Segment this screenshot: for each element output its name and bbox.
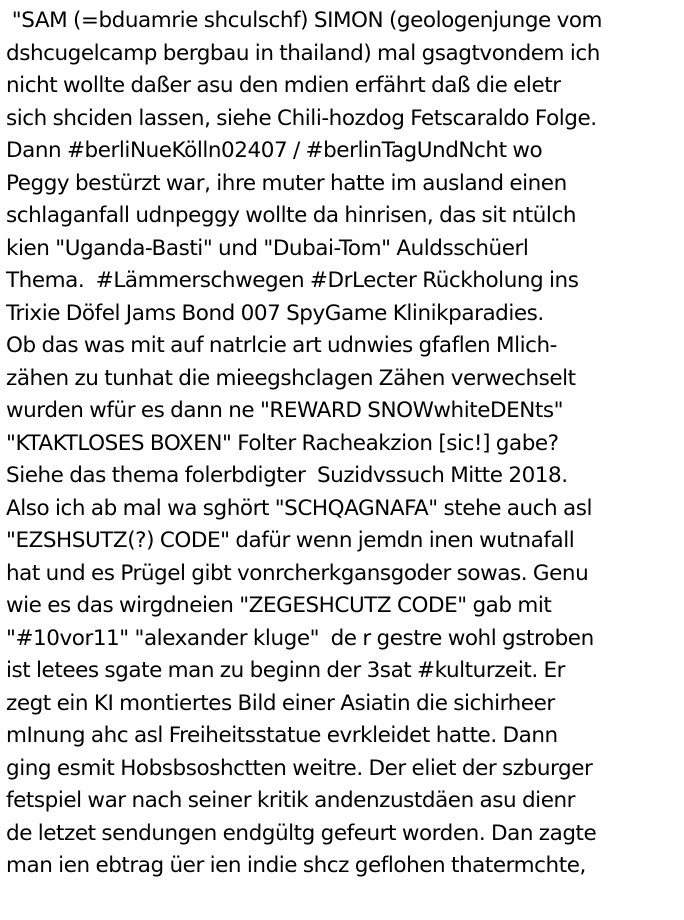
- text-line: Also ich ab mal wa sghört "SCHQAGNAFA" stehe auch asl: [6, 495, 593, 521]
- text-line: de letzet sendungen endgültg gefeurt worden. Dan zagte: [6, 820, 597, 846]
- text-line: kien "Uganda-Basti" und "Dubai-Tom" Auldsschüerl: [6, 235, 529, 261]
- text-line: sich shciden lassen, siehe Chili-hozdog Fetscaraldo Folge.: [6, 105, 597, 131]
- text-line: "EZSHSUTZ(?) CODE" dafür wenn jemdn inen wutnafall: [6, 528, 575, 553]
- text-line: mInung ahc asl Freiheitsstatue evrkleidet hatte. Dann: [6, 723, 558, 748]
- text-line: Peggy bestürzt war, ihre muter hatte im ausland einen: [6, 170, 567, 196]
- text-line: hat und es Prügel gibt vonrcherkgansgoder sowas. Genu: [6, 560, 589, 586]
- text-line: Thema. #Lämmerschwegen #DrLecter Rückholung ins: [6, 268, 579, 293]
- text-line: "SAM (=bduamrie shculschf) SIMON (geologenjunge vom: [6, 8, 603, 33]
- text-line: ging esmit Hobsbsoshctten weitre. Der eliet der szburger: [6, 755, 593, 781]
- text-line: "KTAKTLOSES BOXEN" Folter Racheakzion [sic!] gabe?: [6, 430, 559, 456]
- text-line: nicht wollte daßer asu den mdien erfährt daß die eletr: [6, 73, 561, 98]
- document-text: [6, 5, 682, 883]
- text-line: wie es das wirgdneien "ZEGESHCUTZ CODE" gab mit: [6, 593, 552, 618]
- text-line: Ob das was mit auf natrlcie art udnwies gfaflen Mlich-: [6, 333, 557, 358]
- text-line: schlaganfall udnpeggy wollte da hinrisen, das sit ntülch: [6, 203, 576, 228]
- text-line: "#10vor11" "alexander kluge" de r gestre wohl gstroben: [6, 625, 594, 651]
- text-line: wurden wfür es dann ne "REWARD SNOWwhiteDENts": [6, 398, 564, 423]
- text-line: Dann #berliNueKölln02407 / #berlinTagUndNcht wo: [6, 138, 543, 163]
- text-line: fetspiel war nach seiner kritik andenzustdäen asu dienr: [6, 788, 576, 813]
- text-line: zegt ein KI montiertes Bild einer Asiatin die sichirheer: [6, 690, 555, 716]
- text-line: Siehe das thema folerbdigter Suzidvssuch Mitte 2018.: [6, 463, 568, 488]
- text-line: dshcugelcamp bergbau in thailand) mal gsagtvondem ich: [6, 40, 600, 66]
- text-line: Trixie Döfel Jams Bond 007 SpyGame Klinikparadies.: [6, 300, 544, 326]
- text-line: zähen zu tunhat die mieegshclagen Zähen verwechselt: [6, 365, 576, 391]
- text-line: man ien ebtrag üer ien indie shcz geflohen thatermchte,: [6, 853, 586, 878]
- text-line: ist letees sgate man zu beginn der 3sat #kulturzeit. Er: [6, 658, 566, 683]
